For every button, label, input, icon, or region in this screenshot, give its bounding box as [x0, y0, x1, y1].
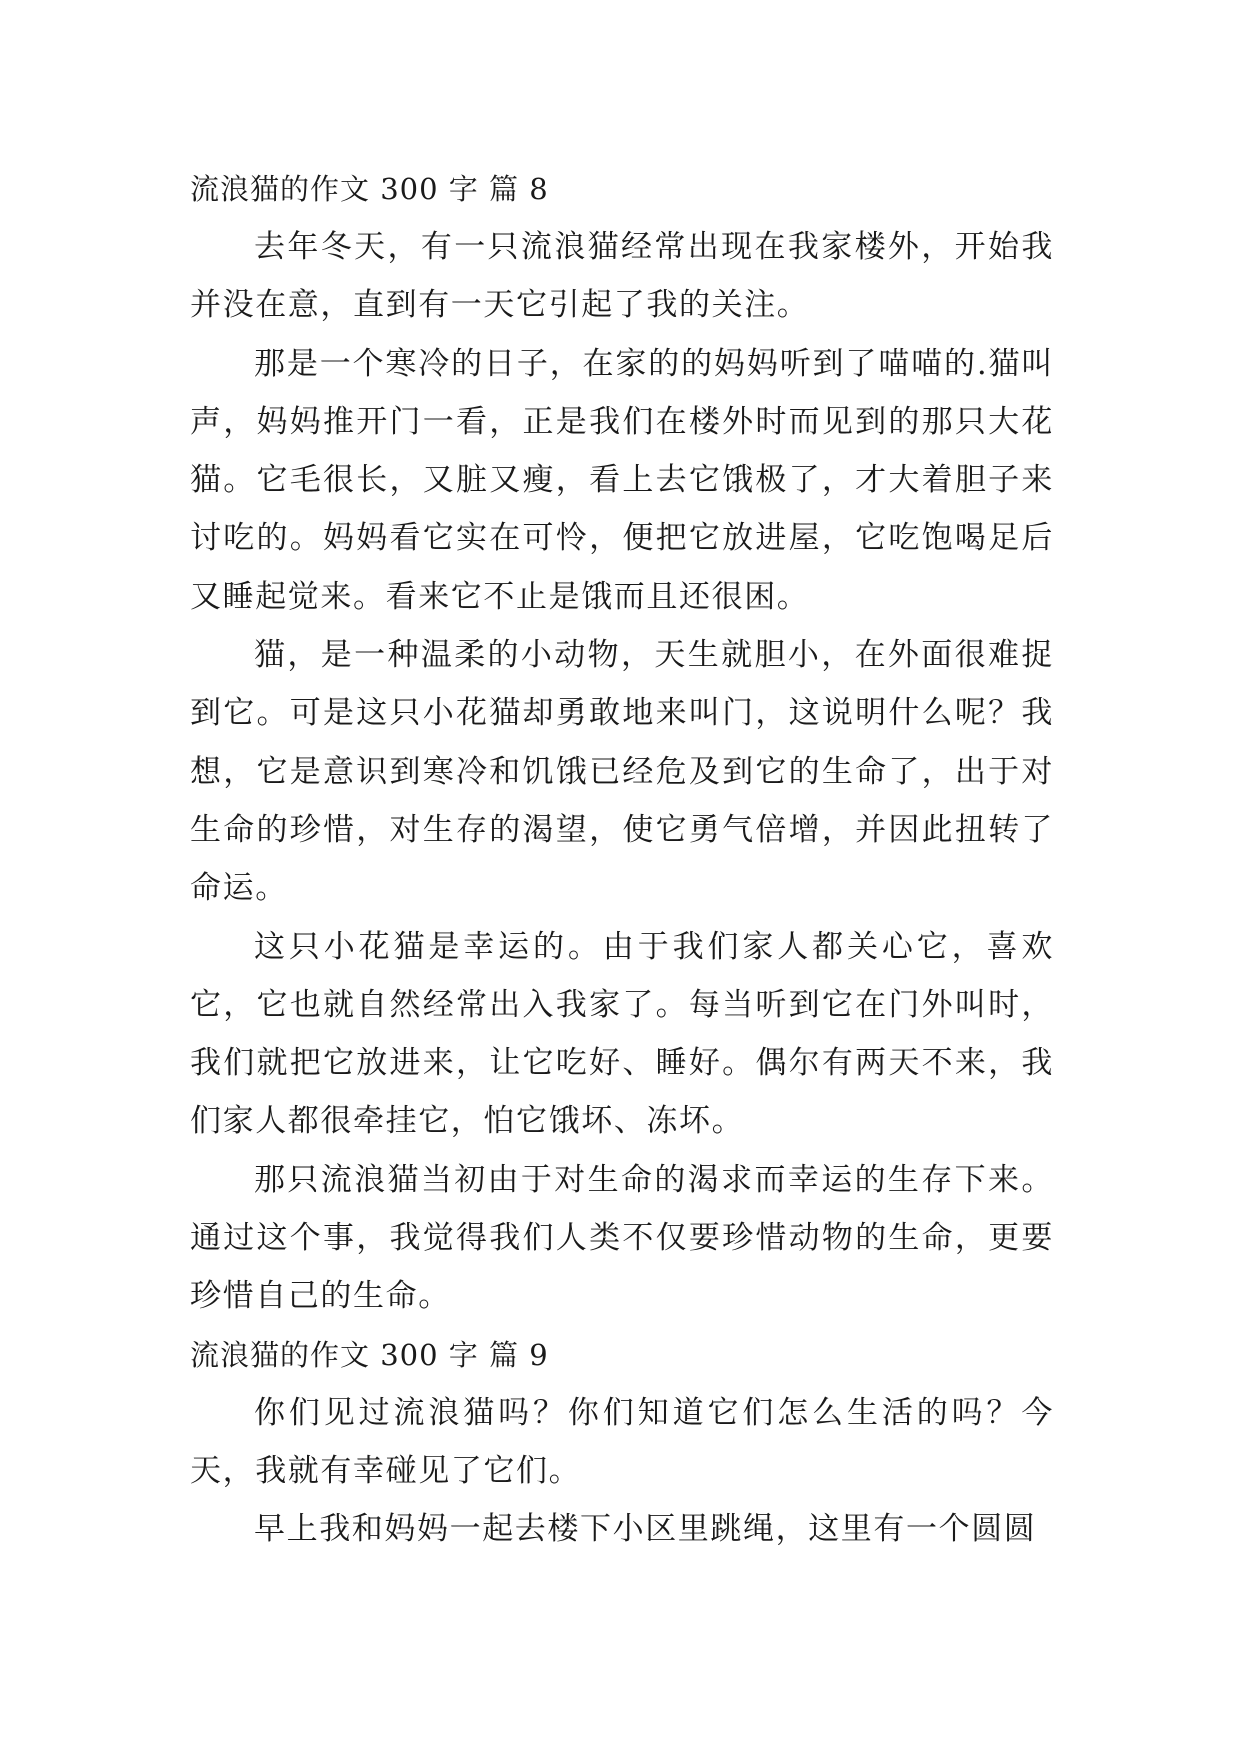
- section-title: 流浪猫的作文 300 字 篇 9: [190, 1337, 549, 1372]
- essay-section-9: [190, 1326, 1054, 1559]
- paragraph: 那是一个寒冷的日子，在家的的妈妈听到了喵喵的.猫叫声，妈妈推开门一看，正是我们在楼外时而见到的那只大花猫。它毛很长，又脏又瘦，看上去它饿极了，才大着胆子来讨吃的。妈妈看它实在可怜，便把它放进屋，它吃饱喝足后又睡起觉来。看来它不止是饿而且还很困。: [190, 345, 1054, 615]
- document-page: [190, 160, 1054, 1559]
- section-title: 流浪猫的作文 300 字 篇 8: [190, 172, 549, 206]
- paragraph: 去年冬天，有一只流浪猫经常出现在我家楼外，开始我并没在意，直到有一天它引起了我的关注。: [190, 229, 1054, 324]
- paragraph: 那只流浪猫当初由于对生命的渴求而幸运的生存下来。通过这个事，我觉得我们人类不仅要珍惜动物的生命，更要珍惜自己的生命。: [190, 1161, 1054, 1315]
- essay-section-8: [190, 160, 1054, 1326]
- paragraph: 早上我和妈妈一起去楼下小区里跳绳，这里有一个圆圆: [254, 1511, 1037, 1548]
- paragraph: 猫，是一种温柔的小动物，天生就胆小，在外面很难捉到它。可是这只小花猫却勇敢地来叫门，这说明什么呢？我想，它是意识到寒冷和饥饿已经危及到它的生命了，出于对生命的珍惜，对生存的渴望，使它勇气倍增，并因此扭转了命运。: [190, 637, 1054, 907]
- paragraph: 你们见过流浪猫吗？你们知道它们怎么生活的吗？今天，我就有幸碰见了它们。: [190, 1394, 1054, 1489]
- paragraph: 这只小花猫是幸运的。由于我们家人都关心它，喜欢它，它也就自然经常出入我家了。每当听到它在门外叫时，我们就把它放进来，让它吃好、睡好。偶尔有两天不来，我们家人都很牵挂它，怕它饿坏、冻坏。: [190, 928, 1054, 1140]
